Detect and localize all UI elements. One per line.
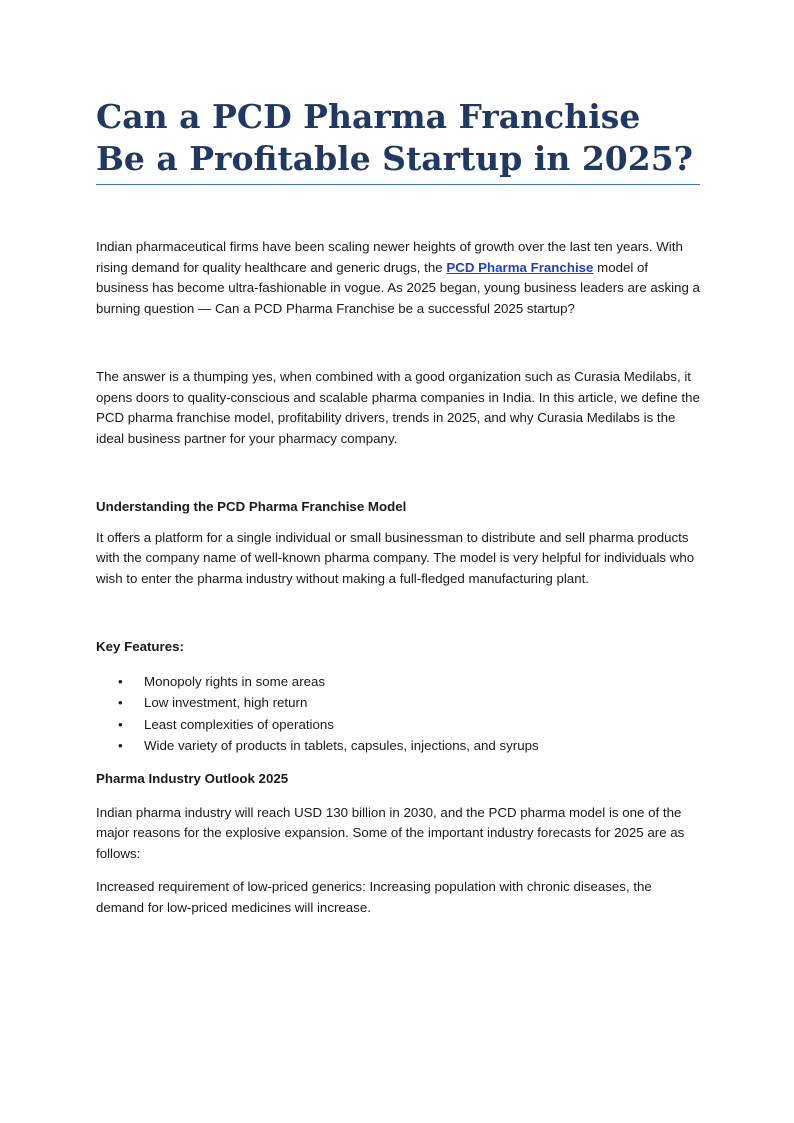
model-section-body: It offers a platform for a single individual or small businessman to distribute and sell pharma products with the company name of well-known pharma company. The model is very helpful for individuals who wish to enter the pharma industry without making a full-fledged manufacturing plant. <box>96 529 695 587</box>
bullet-icon: • <box>118 673 123 689</box>
bullet-icon: • <box>118 695 123 711</box>
list-item-text: Wide variety of products in tablets, capsules, injections, and syrups <box>144 738 539 754</box>
outlook-paragraph: Indian pharma industry will reach USD 130 billion in 2030, and the PCD pharma model is one of the major reasons for the explosive expansion. Some of the important industry forecasts for 2025 are as follows: <box>96 804 685 862</box>
list-item <box>96 692 700 714</box>
bullet-icon: • <box>118 738 123 754</box>
list-item-text: Least complexities of operations <box>144 716 334 732</box>
outlook-heading: Pharma Industry Outlook 2025 <box>96 770 289 786</box>
list-item <box>96 671 700 693</box>
document-page <box>96 96 700 918</box>
list-item <box>96 735 700 757</box>
list-item-text: Monopoly rights in some areas <box>144 673 326 689</box>
bullet-icon: • <box>118 716 123 732</box>
title-underline <box>96 184 700 185</box>
key-features-list <box>96 671 700 757</box>
model-section-heading: Understanding the PCD Pharma Franchise Model <box>96 498 407 514</box>
pcd-pharma-franchise-link[interactable]: PCD Pharma Franchise <box>446 259 594 275</box>
generics-paragraph: Increased requirement of low-priced generics: Increasing population with chronic diseases, the demand for low-priced medicines will increase. <box>96 878 652 915</box>
list-item-text: Low investment, high return <box>144 695 308 711</box>
intro-text-before-link: Indian pharmaceutical firms have been scaling newer heights of growth over the last ten years. With rising demand for quality healthcare and generic drugs, the <box>96 239 683 275</box>
answer-paragraph: The answer is a thumping yes, when combined with a good organization such as Curasia Medilabs, it opens doors to quality-conscious and scalable pharma companies in India. In this article, we define the PCD pharma franchise model, profitability drivers, trends in 2025, and why Curasia Medilabs is the ideal business partner for your pharmacy company. <box>96 368 700 446</box>
intro-paragraph <box>96 237 700 320</box>
list-item <box>96 714 700 736</box>
page-title: Can a PCD Pharma Franchise Be a Profitable Startup in 2025? <box>96 97 694 178</box>
key-features-heading: Key Features: <box>96 638 184 654</box>
intro-text-after-link: model of business has become ultra-fashionable in vogue. As 2025 began, young business leaders are asking a burning question — Can a PCD Pharma Franchise be a successful 2025 startup? <box>96 259 700 317</box>
